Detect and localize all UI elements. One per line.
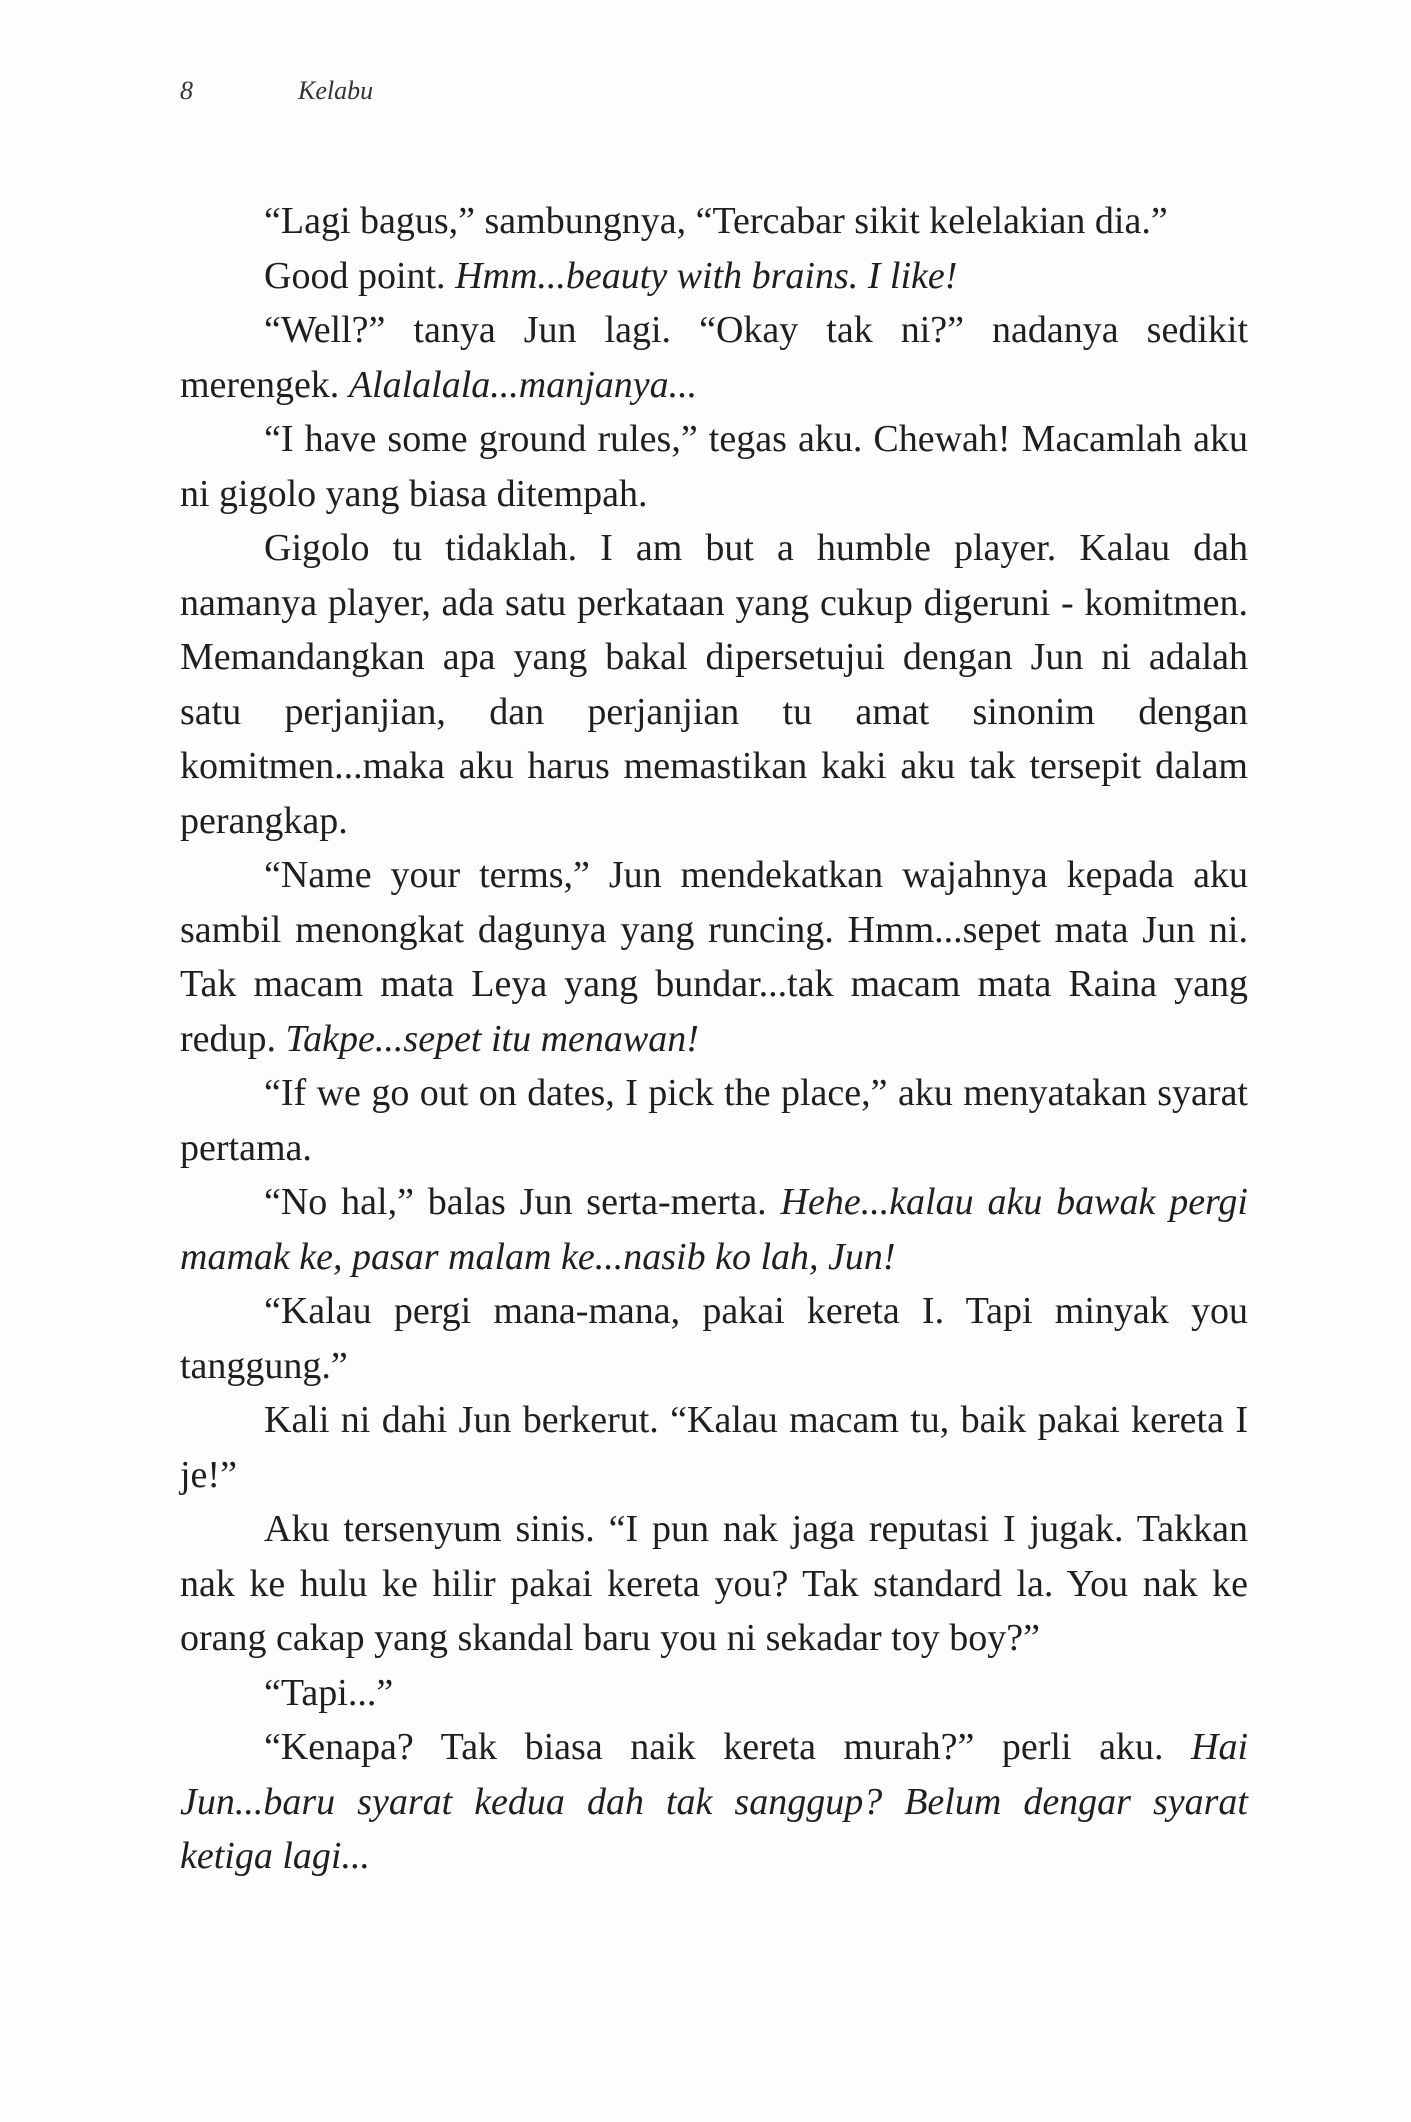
book-title: Kelabu bbox=[298, 76, 374, 105]
paragraph bbox=[180, 249, 1248, 304]
paragraph bbox=[180, 521, 1248, 848]
paragraph bbox=[180, 1720, 1248, 1884]
text-run: “Tapi...” bbox=[264, 1671, 394, 1714]
body-text bbox=[180, 194, 1248, 1884]
paragraph bbox=[180, 848, 1248, 1066]
text-run: “If we go out on dates, I pick the place,” aku menyatakan syarat pertama. bbox=[180, 1072, 1248, 1169]
text-run: “I have some ground rules,” tegas aku. Chewah! Macamlah aku ni gigolo yang biasa ditempah. bbox=[180, 418, 1248, 515]
paragraph bbox=[180, 1175, 1248, 1284]
paragraph bbox=[180, 1066, 1248, 1175]
page-number: 8 bbox=[180, 76, 193, 105]
italic-text-run: Takpe...sepet itu menawan! bbox=[285, 1017, 699, 1060]
paragraph bbox=[180, 194, 1248, 249]
text-run: Kali ni dahi Jun berkerut. “Kalau macam tu, baik pakai kereta I je!” bbox=[180, 1399, 1248, 1496]
italic-text-run: Hai Jun...baru syarat kedua dah tak sanggup? Belum dengar syarat ketiga lagi... bbox=[180, 1726, 1248, 1877]
text-run: “Well?” tanya Jun lagi. “Okay tak ni?” nadanya sedikit merengek. bbox=[180, 309, 1248, 406]
text-run: Aku tersenyum sinis. “I pun nak jaga reputasi I jugak. Takkan nak ke hulu ke hilir pakai kereta you? Tak standard la. You nak ke orang cakap yang skandal baru you ni sekadar toy boy?” bbox=[180, 1508, 1248, 1659]
text-run: “Name your terms,” Jun mendekatkan wajahnya kepada aku sambil menongkat dagunya yang runcing. Hmm...sepet mata Jun ni. Tak macam mata Leya yang bundar...tak macam mata Raina yang redup. bbox=[180, 854, 1248, 1060]
paragraph bbox=[180, 303, 1248, 412]
text-run: “Kenapa? Tak biasa naik kereta murah?” perli aku. bbox=[264, 1726, 1191, 1768]
text-run: “Kalau pergi mana-mana, pakai kereta I. Tapi minyak you tanggung.” bbox=[180, 1290, 1248, 1387]
running-head bbox=[180, 76, 373, 106]
paragraph bbox=[180, 1393, 1248, 1502]
text-run: Gigolo tu tidaklah. I am but a humble player. Kalau dah namanya player, ada satu perkataan yang cukup digeruni - komitmen. Memandangkan apa yang bakal dipersetujui dengan Jun ni adalah satu perjanjian, dan perjanjian tu amat sinonim dengan komitmen...maka aku harus memastikan kaki aku tak tersepit dalam perangkap. bbox=[180, 527, 1248, 842]
paragraph bbox=[180, 412, 1248, 521]
text-run: Good point. bbox=[264, 254, 456, 297]
paragraph bbox=[180, 1502, 1248, 1666]
text-run: “Lagi bagus,” sambungnya, “Tercabar sikit kelelakian dia.” bbox=[264, 200, 1168, 242]
italic-text-run: Hehe...kalau aku bawak pergi mamak ke, pasar malam ke...nasib ko lah, Jun! bbox=[180, 1181, 1248, 1278]
italic-text-run: Alalalala...manjanya... bbox=[348, 363, 698, 406]
text-run: “No hal,” balas Jun serta-merta. bbox=[264, 1181, 781, 1223]
paragraph bbox=[180, 1666, 1248, 1721]
italic-text-run: Hmm...beauty with brains. I like! bbox=[455, 254, 958, 297]
paragraph bbox=[180, 1284, 1248, 1393]
